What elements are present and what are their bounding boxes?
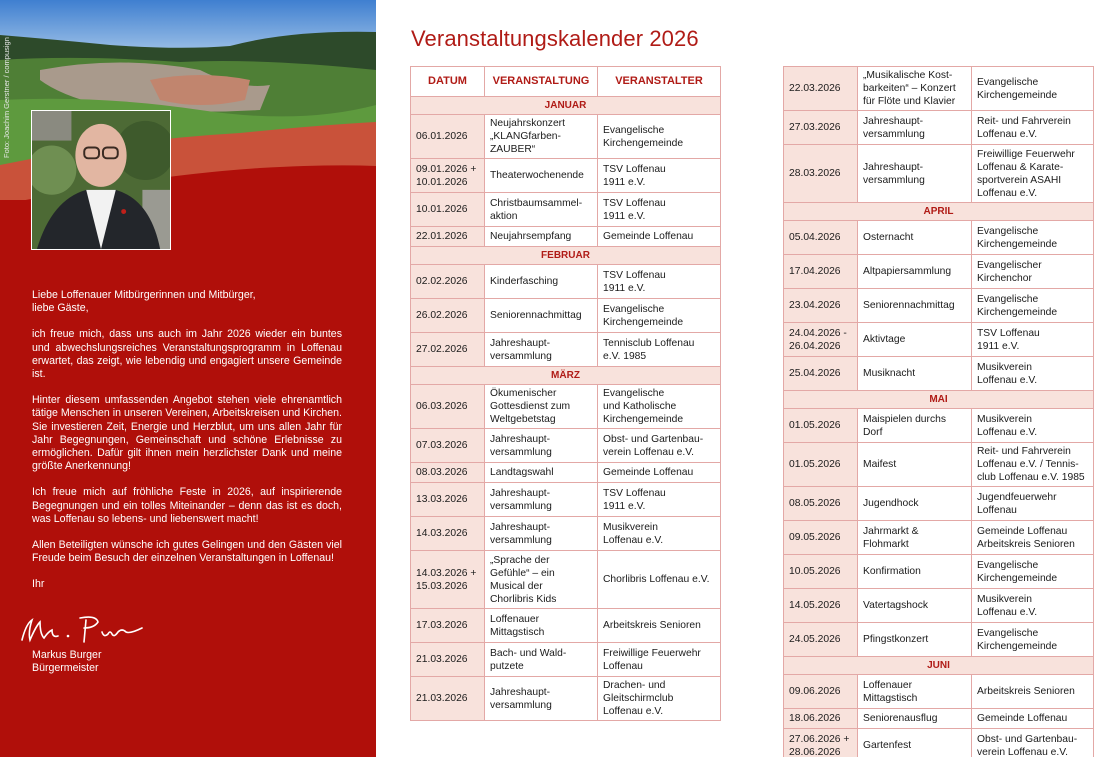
mayor-letter — [32, 289, 342, 605]
event-organizer: TSV Loffenau 1911 e.V. — [598, 483, 721, 517]
event-row — [784, 487, 1094, 521]
event-organizer: Musikverein Loffenau e.V. — [598, 517, 721, 551]
event-row — [784, 289, 1094, 323]
event-name: „Musikalische Kost- barkeiten“ – Konzert für Flöte und Klavier — [858, 67, 972, 111]
letter-closing: Ihr — [32, 578, 45, 591]
event-date: 28.03.2026 — [784, 145, 858, 203]
event-organizer: Evangelische Kirchengemeinde — [972, 555, 1094, 589]
event-date: 14.03.2026 — [411, 517, 485, 551]
event-organizer: Tennisclub Loffenau e.V. 1985 — [598, 333, 721, 367]
photo-credit: Foto: Joachim Gerstner / compusign — [2, 37, 11, 158]
event-organizer: Evangelischer Kirchenchor — [972, 255, 1094, 289]
letter-paragraph: Hinter diesem umfassenden Angebot stehen viele ehrenamtlich tätige Menschen in unseren Vereinen, Arbeitskreisen und Kirchen. Sie investieren Zeit, Energie und Herzblut, um uns allen Jahr für Jahr Begegnungen, Gemeinschaft und schöne Erlebnisse zu ermöglichen. Dafür gilt ihnen mein herzlichster Dank und meine größte Anerkennung! — [32, 394, 342, 473]
event-organizer: Gemeinde Loffenau Arbeitskreis Senioren — [972, 521, 1094, 555]
event-date: 25.04.2026 — [784, 357, 858, 391]
event-date: 07.03.2026 — [411, 429, 485, 463]
event-row — [411, 265, 721, 299]
event-row — [784, 67, 1094, 111]
signatory-name: Markus Burger — [32, 649, 102, 661]
event-name: Jugendhock — [858, 487, 972, 521]
event-row — [784, 255, 1094, 289]
event-organizer: Gemeinde Loffenau — [598, 463, 721, 483]
event-organizer: Evangelische Kirchengemeinde — [972, 289, 1094, 323]
event-organizer: Drachen- und Gleitschirmclub Loffenau e.V. — [598, 677, 721, 721]
event-date: 10.05.2026 — [784, 555, 858, 589]
event-name: Jahreshaupt- versammlung — [485, 429, 598, 463]
event-name: Jahreshaupt- versammlung — [485, 483, 598, 517]
event-name: Jahrmarkt & Flohmarkt — [858, 521, 972, 555]
event-row — [411, 643, 721, 677]
letter-greeting: Liebe Loffenauer Mitbürgerinnen und Mitbürger, liebe Gäste, — [32, 289, 256, 315]
event-row — [411, 677, 721, 721]
event-name: Kinderfasching — [485, 265, 598, 299]
event-date: 23.04.2026 — [784, 289, 858, 323]
event-date: 01.05.2026 — [784, 409, 858, 443]
event-date: 27.03.2026 — [784, 111, 858, 145]
month-label: MAI — [784, 391, 1094, 409]
event-name: Maispielen durchs Dorf — [858, 409, 972, 443]
event-row — [784, 221, 1094, 255]
event-name: Pfingstkonzert — [858, 623, 972, 657]
event-row — [784, 709, 1094, 729]
event-organizer: Arbeitskreis Senioren — [972, 675, 1094, 709]
event-row — [784, 409, 1094, 443]
event-name: Theaterwochenende — [485, 159, 598, 193]
event-name: Seniorenausflug — [858, 709, 972, 729]
event-date: 27.02.2026 — [411, 333, 485, 367]
event-date: 26.02.2026 — [411, 299, 485, 333]
event-organizer: TSV Loffenau 1911 e.V. — [598, 159, 721, 193]
header-organizer: VERANSTALTER — [598, 67, 721, 97]
event-date: 14.03.2026 + 15.03.2026 — [411, 551, 485, 609]
event-organizer: Evangelische und Katholische Kirchengemeinde — [598, 385, 721, 429]
event-date: 06.01.2026 — [411, 115, 485, 159]
event-row — [784, 623, 1094, 657]
month-header-row — [784, 657, 1094, 675]
event-row — [411, 193, 721, 227]
event-date: 09.06.2026 — [784, 675, 858, 709]
event-name: Jahreshaupt- versammlung — [485, 677, 598, 721]
event-date: 27.06.2026 + 28.06.2026 — [784, 729, 858, 757]
event-date: 21.03.2026 — [411, 677, 485, 721]
event-name: Gartenfest — [858, 729, 972, 757]
event-row — [784, 675, 1094, 709]
event-organizer: Reit- und Fahrverein Loffenau e.V. / Tennis- club Loffenau e.V. 1985 — [972, 443, 1094, 487]
event-date: 01.05.2026 — [784, 443, 858, 487]
letter-paragraph: Allen Beteiligten wünsche ich gutes Gelingen und den Gästen viel Freude beim Besuch der einzelnen Veranstaltungen in Loffenau! — [32, 539, 342, 565]
month-header-row — [411, 97, 721, 115]
event-date: 24.05.2026 — [784, 623, 858, 657]
event-date: 17.03.2026 — [411, 609, 485, 643]
month-header-row — [411, 247, 721, 265]
event-date: 17.04.2026 — [784, 255, 858, 289]
event-name: Landtagswahl — [485, 463, 598, 483]
event-row — [784, 357, 1094, 391]
month-label: APRIL — [784, 203, 1094, 221]
event-row — [411, 483, 721, 517]
event-name: Neujahrsempfang — [485, 227, 598, 247]
event-name: Jahreshaupt- versammlung — [858, 145, 972, 203]
event-date: 22.03.2026 — [784, 67, 858, 111]
page-title: Veranstaltungskalender 2026 — [411, 26, 699, 51]
event-row — [784, 589, 1094, 623]
event-name: Bach- und Wald- putzete — [485, 643, 598, 677]
event-row — [411, 429, 721, 463]
event-organizer: Gemeinde Loffenau — [972, 709, 1094, 729]
event-row — [411, 609, 721, 643]
event-name: Vatertagshock — [858, 589, 972, 623]
event-name: Christbaumsammel- aktion — [485, 193, 598, 227]
event-name: Loffenauer Mittagstisch — [858, 675, 972, 709]
month-label: JUNI — [784, 657, 1094, 675]
greeting-panel — [0, 0, 376, 757]
event-name: Konfirmation — [858, 555, 972, 589]
event-organizer: TSV Loffenau 1911 e.V. — [598, 193, 721, 227]
event-name: Jahreshaupt- versammlung — [485, 517, 598, 551]
letter-paragraph: ich freue mich, dass uns auch im Jahr 2026 wieder ein buntes und abwechslungsreiches Veranstaltungsprogramm in Loffenau erwartet, das zeigt, wie lebendig und engagiert unsere Gemeinde ist. — [32, 328, 342, 381]
header-event: VERANSTALTUNG — [485, 67, 598, 97]
event-row — [411, 385, 721, 429]
event-name: Aktivtage — [858, 323, 972, 357]
event-row — [784, 111, 1094, 145]
month-label: JANUAR — [411, 97, 721, 115]
month-header-row — [784, 391, 1094, 409]
event-organizer: Reit- und Fahrverein Loffenau e.V. — [972, 111, 1094, 145]
event-organizer: Chorlibris Loffenau e.V. — [598, 551, 721, 609]
event-row — [784, 555, 1094, 589]
event-organizer: Evangelische Kirchengemeinde — [972, 67, 1094, 111]
event-organizer: TSV Loffenau 1911 e.V. — [598, 265, 721, 299]
event-organizer: Arbeitskreis Senioren — [598, 609, 721, 643]
event-organizer: Obst- und Gartenbau- verein Loffenau e.V. — [972, 729, 1094, 757]
event-name: „Sprache der Gefühle“ – ein Musical der Chorlibris Kids — [485, 551, 598, 609]
event-date: 22.01.2026 — [411, 227, 485, 247]
event-row — [784, 443, 1094, 487]
event-organizer: Freiwillige Feuerwehr Loffenau & Karate- sportverein ASAHI Loffenau e.V. — [972, 145, 1094, 203]
event-date: 18.06.2026 — [784, 709, 858, 729]
event-row — [411, 551, 721, 609]
event-name: Ökumenischer Gottesdienst zum Weltgebetstag — [485, 385, 598, 429]
table-header-row — [411, 67, 721, 97]
event-row — [411, 463, 721, 483]
event-row — [784, 323, 1094, 357]
event-name: Musiknacht — [858, 357, 972, 391]
event-name: Seniorennachmittag — [858, 289, 972, 323]
events-table-1 — [410, 66, 721, 721]
month-label: MÄRZ — [411, 367, 721, 385]
signature-icon — [18, 612, 148, 646]
event-row — [411, 299, 721, 333]
event-organizer: Musikverein Loffenau e.V. — [972, 357, 1094, 391]
event-organizer: Evangelische Kirchengemeinde — [598, 115, 721, 159]
event-organizer: Musikverein Loffenau e.V. — [972, 589, 1094, 623]
event-row — [411, 517, 721, 551]
event-date: 02.02.2026 — [411, 265, 485, 299]
event-name: Jahreshaupt- versammlung — [485, 333, 598, 367]
event-row — [784, 145, 1094, 203]
event-organizer: Evangelische Kirchengemeinde — [972, 221, 1094, 255]
event-row — [784, 729, 1094, 757]
event-date: 06.03.2026 — [411, 385, 485, 429]
event-name: Osternacht — [858, 221, 972, 255]
event-name: Jahreshaupt- versammlung — [858, 111, 972, 145]
event-row — [411, 159, 721, 193]
event-date: 21.03.2026 — [411, 643, 485, 677]
month-label: FEBRUAR — [411, 247, 721, 265]
event-name: Loffenauer Mittagstisch — [485, 609, 598, 643]
signatory-role: Bürgermeister — [32, 662, 99, 675]
event-date: 10.01.2026 — [411, 193, 485, 227]
event-row — [411, 227, 721, 247]
event-date: 08.05.2026 — [784, 487, 858, 521]
event-date: 09.05.2026 — [784, 521, 858, 555]
event-name: Altpapiersammlung — [858, 255, 972, 289]
month-header-row — [411, 367, 721, 385]
events-table-2 — [783, 66, 1094, 757]
event-row — [411, 333, 721, 367]
event-date: 24.04.2026 - 26.04.2026 — [784, 323, 858, 357]
header-date: DATUM — [411, 67, 485, 97]
event-organizer: Gemeinde Loffenau — [598, 227, 721, 247]
month-header-row — [784, 203, 1094, 221]
event-organizer: Musikverein Loffenau e.V. — [972, 409, 1094, 443]
event-date: 14.05.2026 — [784, 589, 858, 623]
event-organizer: TSV Loffenau 1911 e.V. — [972, 323, 1094, 357]
event-name: Neujahrskonzert „KLANGfarben- ZAUBER“ — [485, 115, 598, 159]
event-date: 09.01.2026 + 10.01.2026 — [411, 159, 485, 193]
event-organizer: Evangelische Kirchengemeinde — [972, 623, 1094, 657]
event-organizer: Evangelische Kirchengemeinde — [598, 299, 721, 333]
event-date: 08.03.2026 — [411, 463, 485, 483]
event-date: 13.03.2026 — [411, 483, 485, 517]
event-organizer: Freiwillige Feuerwehr Loffenau — [598, 643, 721, 677]
event-organizer: Jugendfeuerwehr Loffenau — [972, 487, 1094, 521]
event-name: Seniorennachmittag — [485, 299, 598, 333]
event-date: 05.04.2026 — [784, 221, 858, 255]
event-row — [784, 521, 1094, 555]
letter-paragraph: Ich freue mich auf fröhliche Feste in 2026, auf inspirierende Begegnungen und ein tolles Miteinander – denn das ist es doch, was Loffenau so lebens- und liebenswert macht! — [32, 486, 342, 525]
event-row — [411, 115, 721, 159]
event-name: Maifest — [858, 443, 972, 487]
event-organizer: Obst- und Gartenbau- verein Loffenau e.V. — [598, 429, 721, 463]
mayor-portrait — [31, 110, 171, 250]
signatory — [32, 649, 101, 676]
